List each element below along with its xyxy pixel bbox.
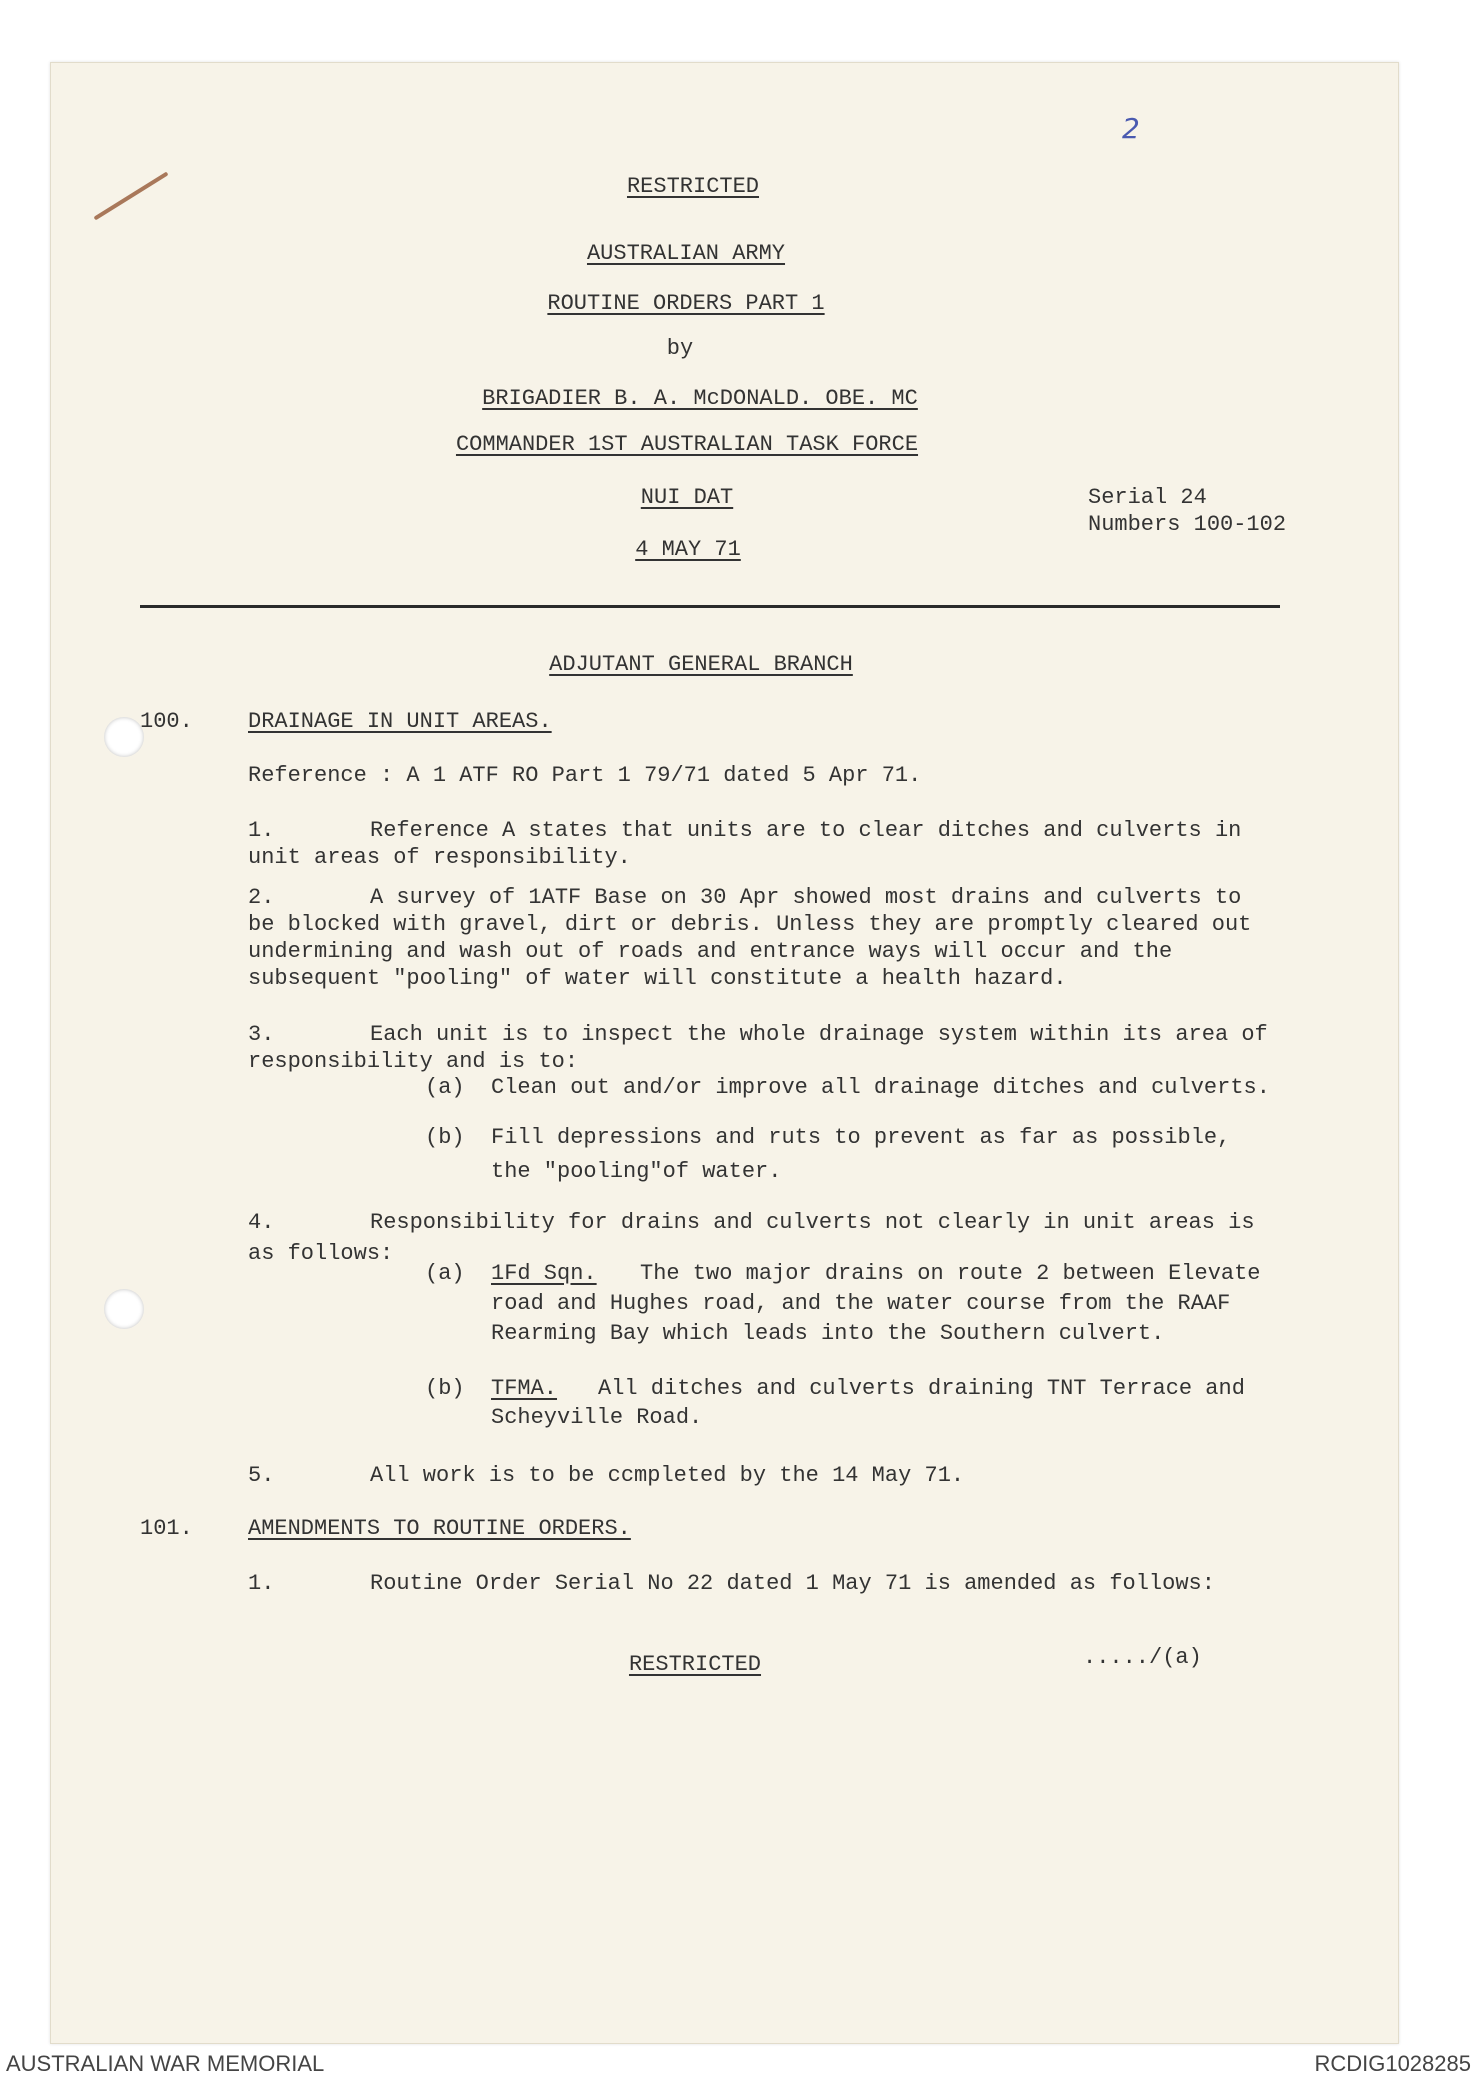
order-100-para-5-number: 5. xyxy=(248,1463,275,1488)
order-100-para-3b-text: Fill depressions and ruts to prevent as far as possible, xyxy=(491,1125,1231,1150)
order-100-para-3a-label: (a) xyxy=(425,1075,465,1100)
order-101-para-1-text: Routine Order Serial No 22 dated 1 May 71 is amended as follows: xyxy=(370,1571,1215,1596)
order-100-para-4a-line-2: road and Hughes road, and the water course from the RAAF xyxy=(491,1291,1231,1316)
punch-hole-top xyxy=(104,717,144,757)
order-100-para-3-text: Each unit is to inspect the whole drainage system within its area of xyxy=(370,1022,1268,1047)
order-100-para-1-number: 1. xyxy=(248,818,275,843)
order-100-para-4-text: Responsibility for drains and culverts not clearly in unit areas is xyxy=(370,1210,1255,1235)
order-numbers: Numbers 100-102 xyxy=(1088,512,1287,537)
order-100-para-4-number: 4. xyxy=(248,1210,275,1235)
order-100-para-4b-unit: TFMA. xyxy=(491,1376,558,1401)
order-100-para-4b-text: All ditches and culverts draining TNT Terrace and xyxy=(598,1376,1245,1401)
order-100-para-2-text: A survey of 1ATF Base on 30 Apr showed most drains and culverts to xyxy=(370,885,1242,910)
order-100-para-3b-continued: the "pooling"of water. xyxy=(491,1159,782,1184)
header-classification: RESTRICTED xyxy=(626,174,760,199)
title-line-by: by xyxy=(666,336,694,361)
order-100-para-3-continued: responsibility and is to: xyxy=(248,1049,579,1074)
archive-credit: AUSTRALIAN WAR MEMORIAL xyxy=(6,2051,325,2076)
title-line-commander-name: BRIGADIER B. A. McDONALD. OBE. MC xyxy=(482,386,918,411)
order-100-para-4b-continued: Scheyville Road. xyxy=(491,1405,703,1430)
pencil-page-number: 2 xyxy=(1122,112,1140,145)
order-101-para-1-number: 1. xyxy=(248,1571,275,1596)
order-101-number: 101. xyxy=(140,1516,193,1541)
order-100-number: 100. xyxy=(140,709,193,734)
title-line-routine-orders: ROUTINE ORDERS PART 1 xyxy=(547,291,825,316)
header-divider xyxy=(140,605,1280,608)
title-line-commander-title: COMMANDER 1ST AUSTRALIAN TASK FORCE xyxy=(455,432,919,457)
order-100-para-2-line-4: subsequent "pooling" of water will constitute a health hazard. xyxy=(248,966,1067,991)
order-100-para-2-number: 2. xyxy=(248,885,275,910)
order-100-para-2-line-3: undermining and wash out of roads and entrance ways will occur and the xyxy=(248,939,1173,964)
punch-hole-bottom xyxy=(104,1289,144,1329)
order-100-para-4a-unit: 1Fd Sqn. xyxy=(491,1261,597,1286)
order-100-para-4b-label: (b) xyxy=(425,1376,465,1401)
order-100-para-3-number: 3. xyxy=(248,1022,275,1047)
order-100-para-4a-line-3: Rearming Bay which leads into the Southern culvert. xyxy=(491,1321,1165,1346)
serial-number: Serial 24 xyxy=(1088,485,1207,510)
order-100-para-3a-text: Clean out and/or improve all drainage ditches and culverts. xyxy=(491,1075,1270,1100)
order-100-para-1-text: Reference A states that units are to clear ditches and culverts in xyxy=(370,818,1242,843)
title-line-army: AUSTRALIAN ARMY xyxy=(586,241,786,266)
order-100-heading: DRAINAGE IN UNIT AREAS. xyxy=(248,709,552,734)
footer-classification: RESTRICTED xyxy=(628,1652,762,1677)
order-100-para-1-continued: unit areas of responsibility. xyxy=(248,845,631,870)
branch-heading: ADJUTANT GENERAL BRANCH xyxy=(549,652,853,677)
title-line-date: 4 MAY 71 xyxy=(635,537,741,562)
title-line-location: NUI DAT xyxy=(640,485,734,510)
order-100-para-4a-label: (a) xyxy=(425,1261,465,1286)
order-100-para-4-continued: as follows: xyxy=(248,1241,394,1266)
order-100-reference: Reference : A 1 ATF RO Part 1 79/71 dated 5 Apr 71. xyxy=(248,763,922,788)
archive-identifier: RCDIG1028285 xyxy=(1314,2051,1471,2076)
order-100-para-4a-text: The two major drains on route 2 between Elevate xyxy=(640,1261,1261,1286)
continuation-marker: ...../(a) xyxy=(1083,1645,1202,1670)
order-100-para-3b-label: (b) xyxy=(425,1125,465,1150)
order-101-heading: AMENDMENTS TO ROUTINE ORDERS. xyxy=(248,1516,631,1541)
order-100-para-2-line-2: be blocked with gravel, dirt or debris. Unless they are promptly cleared out xyxy=(248,912,1252,937)
order-100-para-5-text: All work is to be ccmpleted by the 14 May 71. xyxy=(370,1463,965,1488)
